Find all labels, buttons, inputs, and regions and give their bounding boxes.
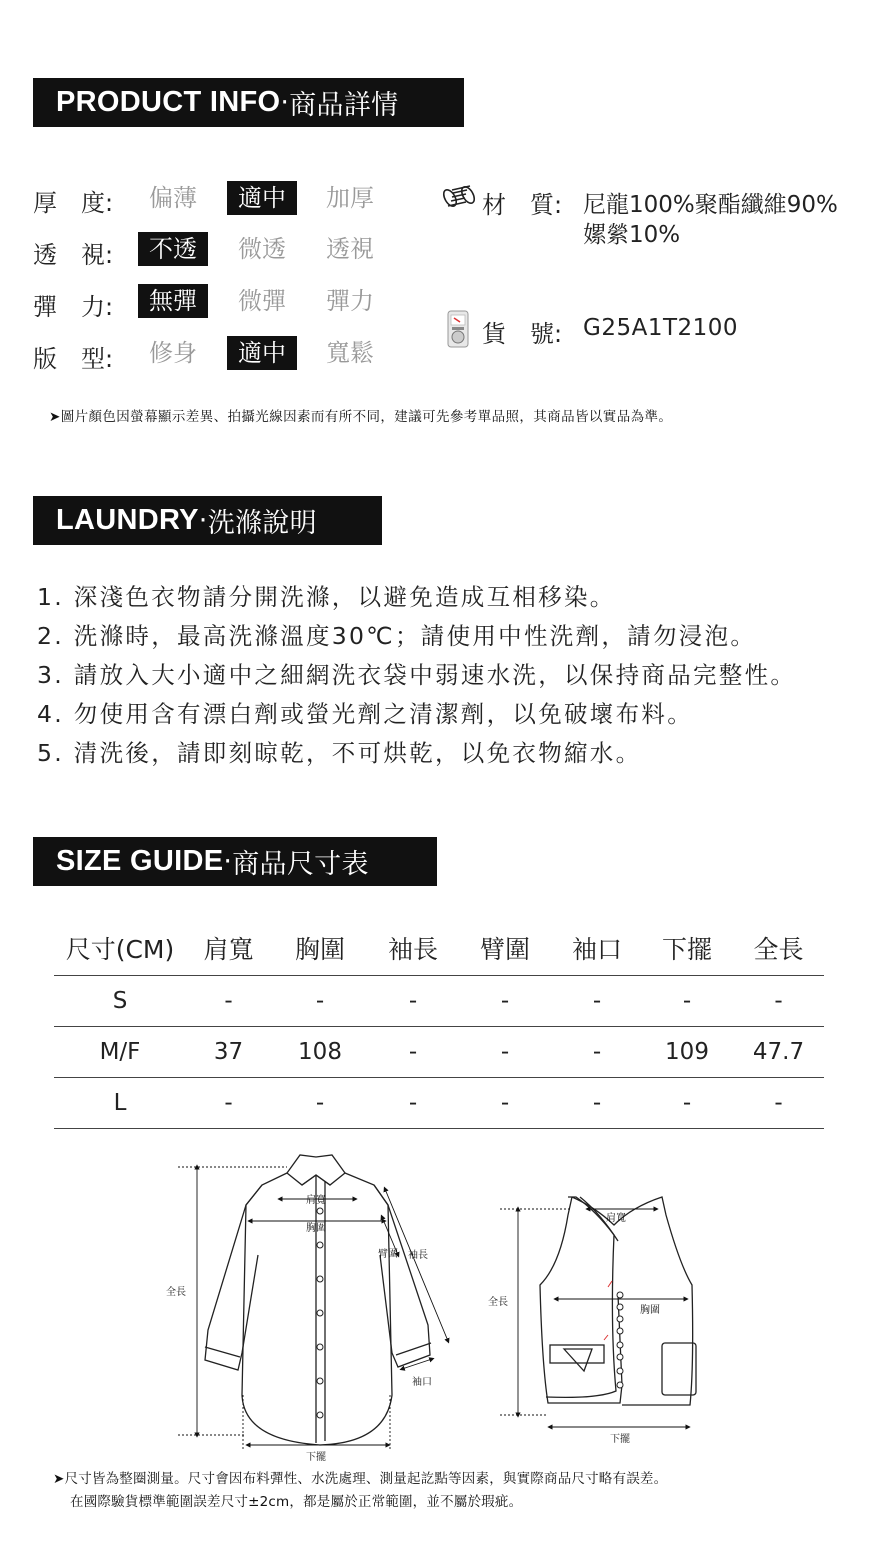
table-cell: S [54,975,186,1026]
table-cell: - [457,975,553,1026]
attribute-option: 彈力 [326,287,374,315]
vest-measurement-diagram [480,1185,710,1455]
laundry-item-2: 2. 洗滌時，最高洗滌溫度30℃；請使用中性洗劑，請勿浸泡。 [37,622,757,650]
table-row [54,975,824,1026]
table-cell: - [641,975,733,1026]
heading-zh: 商品尺寸表 [232,849,369,880]
table-cell: - [369,975,457,1026]
size-tolerance-note-line2: 在國際驗貨標準範圍誤差尺寸±2cm，都是屬於正常範圍，並不屬於瑕疵。 [70,1494,523,1510]
attribute-option: 修身 [149,339,197,367]
table-cell: L [54,1077,186,1128]
heading-sep: · [280,87,290,118]
attribute-option: 偏薄 [149,184,197,212]
attribute-option-selected: 無彈 [138,284,208,318]
table-cell: - [369,1077,457,1128]
hem-label: 下擺 [306,1452,326,1463]
material-line1: 尼龍100%聚酯纖維90% [583,192,838,218]
attribute-option-selected: 適中 [227,181,297,215]
material-line2: 嫘縈10% [583,222,681,248]
heading-en: SIZE GUIDE [56,845,224,877]
column-header-length: 全長 [733,922,824,975]
table-cell: - [641,1077,733,1128]
attribute-option: 微彈 [238,287,286,315]
laundry-item-5: 5. 清洗後，請即刻晾乾，不可烘乾，以免衣物縮水。 [37,739,642,767]
table-cell: - [271,1077,369,1128]
table-row [54,1077,824,1128]
column-header-arm: 臂圍 [457,922,553,975]
vest-length-label: 全長 [488,1297,508,1308]
table-cell: - [457,1026,553,1077]
heading-en: LAUNDRY [56,504,199,536]
laundry-item-4: 4. 勿使用含有漂白劑或螢光劑之清潔劑，以免破壞布料。 [37,700,693,728]
attribute-label: 彈 力: [33,293,114,321]
color-disclaimer-note: ➤圖片顏色因螢幕顯示差異、拍攝光線因素而有所不同，建議可先參考單品照，其商品皆以實品為準。 [49,409,673,425]
heading-sep: · [223,846,233,877]
laundry-item-3: 3. 請放入大小適中之細網洗衣袋中弱速水洗，以保持商品完整性。 [37,661,797,689]
column-header-hem: 下擺 [641,922,733,975]
item-number-label: 貨 號: [482,320,563,348]
table-cell: 47.7 [733,1026,824,1077]
heading-en: PRODUCT INFO [56,86,281,118]
size-tolerance-note-line1: ➤尺寸皆為整圈測量。尺寸會因布料彈性、水洗處理、測量起訖點等因素，與實際商品尺寸略有誤差。 [53,1471,668,1487]
table-cell: M/F [54,1026,186,1077]
heading-sep: · [198,505,208,536]
size-guide-heading [33,837,437,886]
table-cell: - [271,975,369,1026]
sleeve-label: 袖長 [408,1250,428,1261]
heading-zh: 洗滌說明 [207,508,317,539]
size-table-header [54,922,824,975]
attribute-option: 透視 [326,235,374,263]
table-cell: - [553,1077,641,1128]
table-cell: - [553,1026,641,1077]
table-cell: - [457,1077,553,1128]
column-header-chest: 胸圍 [271,922,369,975]
material-label: 材 質: [482,191,563,219]
shirt-measurement-diagram [150,1145,460,1465]
attribute-option-selected: 適中 [227,336,297,370]
table-row [54,1026,824,1077]
attribute-label: 透 視: [33,241,114,269]
column-header-shoulder: 肩寬 [186,922,271,975]
column-header-sleeve-length: 袖長 [369,922,457,975]
vest-chest-label: 胸圍 [640,1305,660,1316]
table-cell: - [369,1026,457,1077]
size-table [54,922,824,1129]
laundry-heading [33,496,382,545]
table-cell: - [186,975,271,1026]
column-header-size: 尺寸(CM) [54,922,186,975]
shoulder-label: 肩寬 [306,1195,326,1206]
item-number-value: G25A1T2100 [583,315,739,341]
table-cell: - [733,1077,824,1128]
table-cell: 109 [641,1026,733,1077]
column-header-cuff: 袖口 [553,922,641,975]
chest-label: 胸圍 [306,1223,326,1234]
product-info-heading [33,78,464,127]
attribute-option-selected: 不透 [138,232,208,266]
sleeve-arrow [385,1189,448,1341]
attribute-option: 微透 [238,235,286,263]
length-label: 全長 [166,1287,186,1298]
attribute-label: 版 型: [33,345,114,373]
attribute-option: 寬鬆 [326,339,374,367]
laundry-item-1: 1. 深淺色衣物請分開洗滌，以避免造成互相移染。 [37,583,616,611]
heading-zh: 商品詳情 [289,90,399,121]
attribute-label: 厚 度: [33,189,114,217]
shirt-buttons [317,1208,323,1418]
arm-label: 臂圍 [378,1249,398,1260]
vest-shoulder-label: 肩寬 [606,1213,626,1224]
tag-icon [446,307,472,351]
thread-spool-icon [442,183,480,213]
cuff-label: 袖口 [412,1377,432,1388]
table-cell: - [733,975,824,1026]
table-cell: 108 [271,1026,369,1077]
table-cell: 37 [186,1026,271,1077]
attribute-option: 加厚 [326,184,374,212]
table-cell: - [186,1077,271,1128]
vest-hem-label: 下擺 [610,1434,630,1445]
table-cell: - [553,975,641,1026]
